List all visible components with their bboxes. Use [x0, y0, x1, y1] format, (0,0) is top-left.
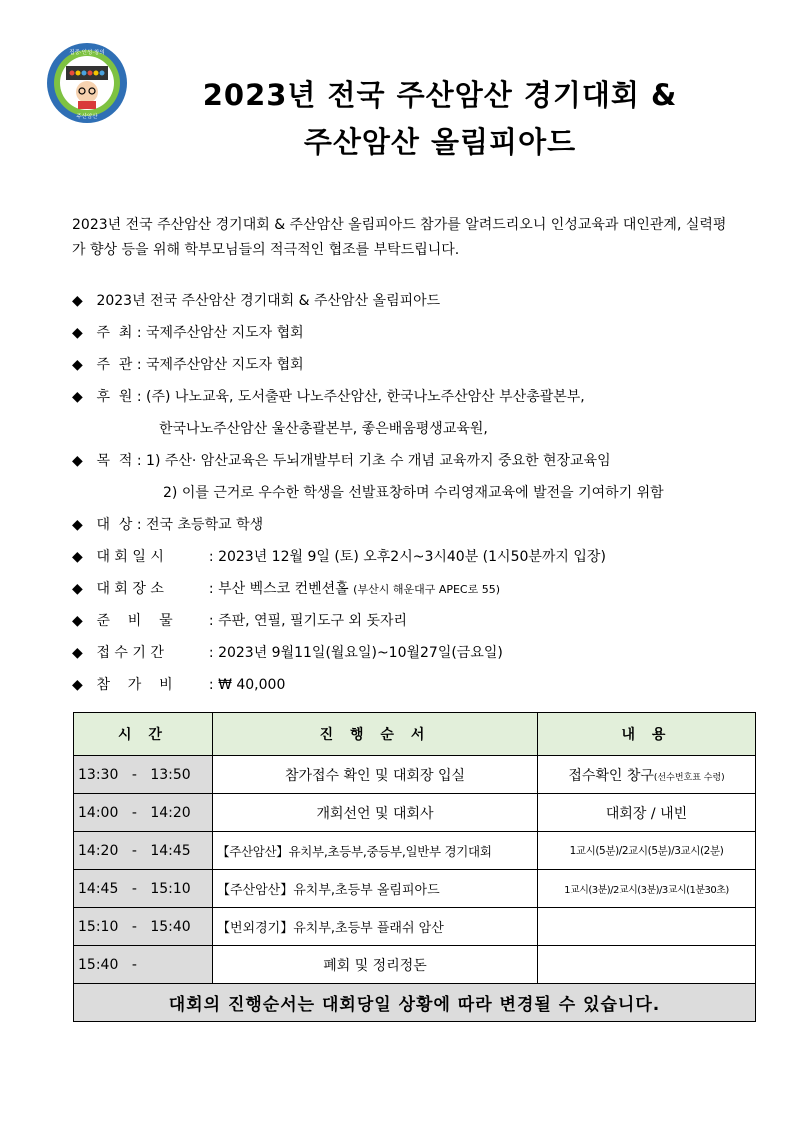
end-time: 13:50	[150, 766, 191, 783]
bullet-icon: ◆	[72, 357, 83, 373]
time-dash: -	[131, 804, 137, 821]
supplies-label: 준 비 물	[96, 613, 173, 629]
content-cell: 대회장 / 내빈	[538, 794, 756, 832]
start-time: 14:45	[78, 880, 119, 897]
time-dash: -	[131, 918, 137, 935]
time-dash: -	[131, 956, 137, 973]
info-supplies	[72, 610, 407, 630]
bullet-icon: ◆	[72, 389, 83, 405]
fee-label: 참 가 비	[96, 677, 173, 693]
schedule-footer-row	[74, 984, 756, 1022]
registration-value: : 2023년 9월11일(월요일)~10월27일(금요일)	[208, 645, 503, 661]
intro-paragraph: 2023년 전국 주산암산 경기대회 & 주산암산 올림피아드 참가를 알려드리오니 인성교육과 대인관계, 실력평가 향상 등을 위해 학부모님들의 적극적인 협조를 부탁드립니다.	[72, 217, 727, 258]
content-text: 접수확인 창구	[568, 767, 654, 784]
bullet-icon: ◆	[72, 613, 83, 629]
bullet-icon: ◆	[72, 325, 83, 341]
fee-value: : ₩ 40,000	[208, 677, 286, 693]
schedule-footer-note: 대회의 진행순서는 대회당일 상황에 따라 변경될 수 있습니다.	[74, 984, 756, 1022]
time-dash: -	[131, 766, 137, 783]
page-title-line2: 주산암산 올림피아드	[303, 125, 577, 159]
time-cell	[74, 794, 213, 832]
sponsor-line2: 한국나노주산암산 울산총괄본부, 좋은배움평생교육원,	[159, 421, 488, 437]
time-dash: -	[131, 842, 137, 859]
schedule-table	[73, 712, 756, 1022]
host-value: 국제주산암산 지도자 협회	[146, 325, 304, 341]
registration-label: 접 수 기 간	[96, 645, 164, 661]
info-sponsor	[72, 386, 585, 406]
target-label: 대 상 :	[96, 517, 142, 533]
organizer-label: 주 관 :	[96, 357, 142, 373]
time-cell	[74, 870, 213, 908]
bullet-icon: ◆	[72, 453, 83, 469]
table-row	[74, 946, 756, 984]
event-name: 2023년 전국 주산암산 경기대회 & 주산암산 올림피아드	[96, 293, 441, 309]
info-registration	[72, 642, 503, 662]
info-organizer	[72, 354, 304, 374]
start-time: 14:00	[78, 804, 119, 821]
table-row	[74, 908, 756, 946]
venue-value: : 부산 벡스코 컨벤션홀	[208, 581, 349, 597]
content-cell: 1교시(5분)/2교시(5분)/3교시(2분)	[538, 832, 756, 870]
venue-address: (부산시 해운대구 APEC로 55)	[353, 583, 501, 596]
time-cell	[74, 946, 213, 984]
info-purpose	[72, 450, 611, 470]
content-cell	[538, 756, 756, 794]
info-fee	[72, 674, 285, 694]
time-cell	[74, 908, 213, 946]
info-target	[72, 514, 263, 534]
start-time: 15:10	[78, 918, 119, 935]
supplies-value: : 주판, 연필, 필기도구 외 돗자리	[208, 613, 408, 629]
end-time: 15:10	[150, 880, 191, 897]
venue-label: 대 회 장 소	[96, 581, 164, 597]
program-cell: 【주산암산】유치부,초등부 올림피아드	[213, 870, 538, 908]
header-program: 진 행 순 서	[213, 713, 538, 756]
purpose-line1: 1) 주산· 암산교육은 두뇌개발부터 기초 수 개념 교육까지 중요한 현장교육임	[146, 453, 611, 469]
info-venue	[72, 578, 500, 598]
schedule-header-row	[74, 713, 756, 756]
date-value: : 2023년 12월 9일 (토) 오후2시~3시40분 (1시50분까지 입장)	[208, 549, 606, 565]
purpose-line2: 2) 이를 근거로 우수한 학생을 선발표창하며 수리영재교육에 발전을 기여하기 위함	[163, 485, 664, 501]
content-cell: 1교시(3분)/2교시(3분)/3교시(1분30초)	[538, 870, 756, 908]
program-cell: 개회선언 및 대회사	[213, 794, 538, 832]
time-dash: -	[131, 880, 137, 897]
logo-top-text: 집중·인성·창의	[69, 50, 105, 56]
table-row	[74, 832, 756, 870]
content-note: (선수번호표 수령)	[653, 772, 725, 783]
program-cell: 폐회 및 정리정돈	[213, 946, 538, 984]
table-row	[74, 756, 756, 794]
start-time: 14:20	[78, 842, 119, 859]
end-time: 14:20	[150, 804, 191, 821]
end-time: 15:40	[150, 918, 191, 935]
content-cell	[538, 908, 756, 946]
time-cell	[74, 832, 213, 870]
table-row	[74, 794, 756, 832]
program-cell: 【주산암산】유치부,초등부,중등부,일반부 경기대회	[213, 832, 538, 870]
sponsor-label: 후 원 :	[96, 389, 142, 405]
info-date	[72, 546, 606, 566]
header-time: 시 간	[74, 713, 213, 756]
bullet-icon: ◆	[72, 517, 83, 533]
target-value: 전국 초등학교 학생	[146, 517, 264, 533]
bullet-icon: ◆	[72, 293, 83, 309]
bullet-icon: ◆	[72, 549, 83, 565]
organizer-value: 국제주산암산 지도자 협회	[146, 357, 304, 373]
start-time: 13:30	[78, 766, 119, 783]
header-content: 내 용	[538, 713, 756, 756]
content-cell	[538, 946, 756, 984]
logo-bottom-text: 주산암산	[76, 114, 98, 120]
bullet-icon: ◆	[72, 581, 83, 597]
info-host	[72, 322, 304, 342]
date-label: 대 회 일 시	[96, 549, 164, 565]
sponsor-line1: (주) 나노교육, 도서출판 나노주산암산, 한국나노주산암산 부산총괄본부,	[146, 389, 585, 405]
page-title-line1: 2023년 전국 주산암산 경기대회 &	[202, 78, 678, 112]
table-row	[74, 870, 756, 908]
start-time: 15:40	[78, 956, 119, 973]
info-event-name	[72, 290, 440, 310]
host-label: 주 최 :	[96, 325, 142, 341]
end-time: 14:45	[150, 842, 191, 859]
time-cell	[74, 756, 213, 794]
bullet-icon: ◆	[72, 645, 83, 661]
abacus-logo	[46, 42, 128, 124]
bullet-icon: ◆	[72, 677, 83, 693]
program-cell: 참가접수 확인 및 대회장 입실	[213, 756, 538, 794]
purpose-label: 목 적 :	[96, 453, 142, 469]
program-cell: 【번외경기】유치부,초등부 플래쉬 암산	[213, 908, 538, 946]
